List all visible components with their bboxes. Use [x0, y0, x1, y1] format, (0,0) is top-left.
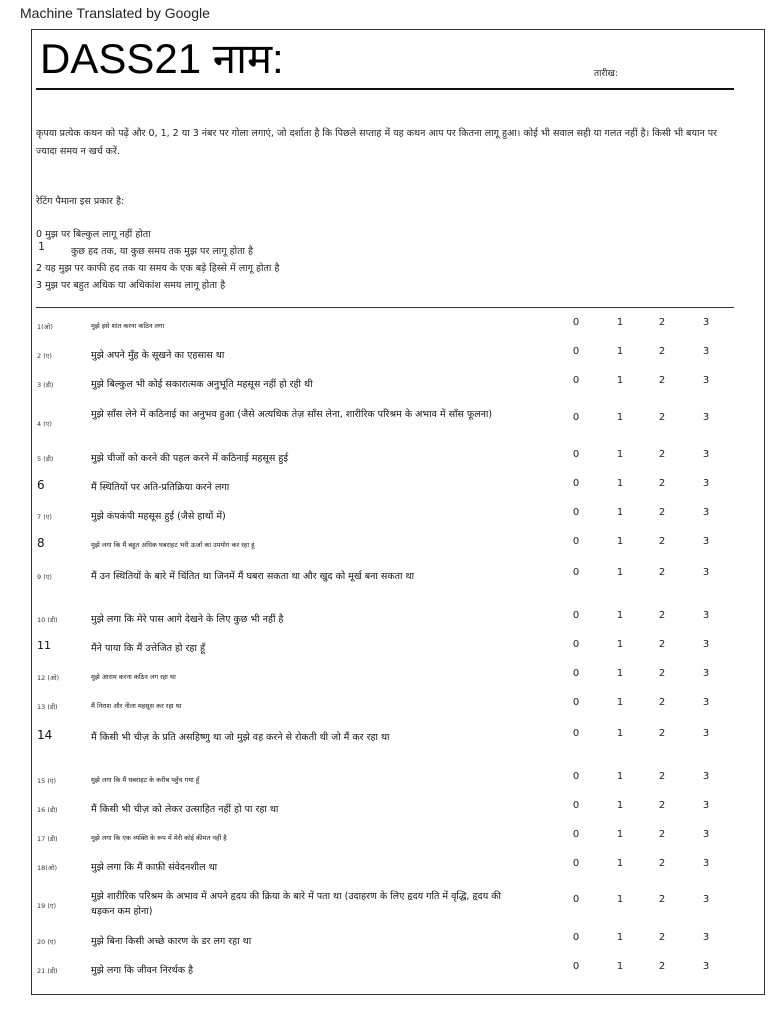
item-number: 10 (डी): [37, 616, 58, 624]
rating-option-3[interactable]: 3: [702, 412, 710, 423]
rating-option-3[interactable]: 3: [702, 800, 710, 811]
rating-option-1[interactable]: 1: [616, 478, 624, 489]
item-statement: मैं निराश और नीला महसूस कर रहा था: [91, 702, 182, 710]
rating-option-2[interactable]: 2: [658, 697, 666, 708]
items-divider: [36, 307, 734, 308]
item-number: 17 (डी): [37, 835, 58, 843]
rating-option-3[interactable]: 3: [702, 697, 710, 708]
rating-option-3[interactable]: 3: [702, 317, 710, 328]
rating-option-0[interactable]: 0: [572, 317, 580, 328]
rating-option-0[interactable]: 0: [572, 829, 580, 840]
rating-option-3[interactable]: 3: [702, 771, 710, 782]
rating-option-2[interactable]: 2: [658, 829, 666, 840]
item-statement: मुझे बिना किसी अच्छे कारण के डर लग रहा था: [91, 936, 252, 947]
item-statement: मैंने पाया कि मैं उत्तेजित हो रहा हूँ: [91, 643, 205, 654]
item-number: 1(ओ): [37, 323, 53, 331]
item-statement: मुझे लगा कि मैं बहुत अधिक घबराहट भरी ऊर्जा का उपयोग कर रहा हूं: [91, 541, 255, 549]
rating-option-3[interactable]: 3: [702, 610, 710, 621]
rating-option-1[interactable]: 1: [616, 961, 624, 972]
rating-option-1[interactable]: 1: [616, 449, 624, 460]
rating-scale-title: रेटिंग पैमाना इस प्रकार है:: [36, 196, 125, 207]
item-number: 16 (डी): [37, 806, 58, 814]
rating-option-0[interactable]: 0: [572, 412, 580, 423]
item-statement: मैं उन स्थितियों के बारे में चिंतित था जिनमें मैं घबरा सकता था और खुद को मूर्ख बना सकता था: [91, 571, 415, 582]
item-statement: मुझे लगा कि मैं काफ़ी संवेदनशील था: [91, 862, 218, 873]
rating-option-1[interactable]: 1: [616, 771, 624, 782]
item-statement: मुझे लगा कि एक व्यक्ति के रूप में मेरी कोई कीमत नहीं है: [91, 834, 227, 842]
item-number: 13 (डी): [37, 703, 58, 711]
rating-option-2[interactable]: 2: [658, 728, 666, 739]
rating-option-1[interactable]: 1: [616, 932, 624, 943]
rating-option-0[interactable]: 0: [572, 728, 580, 739]
item-statement: मैं किसी भी चीज़ को लेकर उत्साहित नहीं हो पा रहा था: [91, 804, 279, 815]
item-statement: मुझे लगा कि मैं घबराहट के करीब पहुँच गया हूँ: [91, 776, 200, 784]
item-number: 2 (ए): [37, 352, 52, 360]
item-number: 3 (डी): [37, 381, 54, 389]
rating-option-3[interactable]: 3: [702, 932, 710, 943]
item-number: 5 (डी): [37, 455, 54, 463]
rating-option-2[interactable]: 2: [658, 507, 666, 518]
item-statement: मुझे शारीरिक परिश्रम के अभाव में अपने हृदय की क्रिया के बारे में पता था (उदाहरण के लिए हृदय गति में वृद्धि, हृदय की धड़कन कम होना): [91, 891, 502, 917]
rating-option-1[interactable]: 1: [616, 507, 624, 518]
rating-option-3[interactable]: 3: [702, 728, 710, 739]
rating-option-3[interactable]: 3: [702, 536, 710, 547]
rating-option-3[interactable]: 3: [702, 639, 710, 650]
rating-option-2[interactable]: 2: [658, 536, 666, 547]
rating-option-0[interactable]: 0: [572, 478, 580, 489]
rating-option-1[interactable]: 1: [616, 800, 624, 811]
item-number: 4 (ए): [37, 420, 52, 428]
item-number: 12 (ओ): [37, 674, 60, 682]
rating-option-1[interactable]: 1: [616, 412, 624, 423]
item-statement: मुझे चीजों को करने की पहल करने में कठिनाई महसूस हुई: [91, 453, 288, 464]
rating-option-1[interactable]: 1: [616, 610, 624, 621]
scale-line-3: 3 मुझ पर बहुत अधिक या अधिकांश समय लागू होता है: [36, 280, 226, 291]
item-statement: मुझे कंपकंपी महसूस हुई (जैसे हाथों में): [91, 511, 226, 522]
rating-option-0[interactable]: 0: [572, 932, 580, 943]
scale-line-0: 0 मुझ पर बिल्कुल लागू नहीं होता: [36, 229, 151, 240]
rating-option-0[interactable]: 0: [572, 346, 580, 357]
rating-option-3[interactable]: 3: [702, 375, 710, 386]
item-number: 21 (डी): [37, 967, 58, 975]
item-number: 15 (ए): [37, 777, 57, 785]
rating-option-1[interactable]: 1: [616, 375, 624, 386]
rating-option-2[interactable]: 2: [658, 478, 666, 489]
rating-option-2[interactable]: 2: [658, 858, 666, 869]
rating-option-2[interactable]: 2: [658, 639, 666, 650]
item-number: 18(ओ): [37, 864, 57, 872]
title-divider: [36, 88, 734, 90]
item-number: 11: [37, 639, 51, 652]
rating-option-2[interactable]: 2: [658, 668, 666, 679]
rating-option-3[interactable]: 3: [702, 507, 710, 518]
rating-option-3[interactable]: 3: [702, 449, 710, 460]
rating-option-0[interactable]: 0: [572, 610, 580, 621]
rating-option-2[interactable]: 2: [658, 610, 666, 621]
scale-line-1-text: कुछ हद तक, या कुछ समय तक मुझ पर लागू होता है: [71, 246, 254, 257]
rating-option-0[interactable]: 0: [572, 800, 580, 811]
item-statement: मुझे इसे शांत करना कठिन लगा: [91, 322, 165, 330]
rating-option-0[interactable]: 0: [572, 536, 580, 547]
rating-option-0[interactable]: 0: [572, 858, 580, 869]
item-statement: मुझे साँस लेने में कठिनाई का अनुभव हुआ (जैसे अत्यधिक तेज़ साँस लेना, शारीरिक परिश्रम के अभाव में साँस फूलना): [91, 409, 493, 420]
rating-option-1[interactable]: 1: [616, 858, 624, 869]
rating-option-2[interactable]: 2: [658, 317, 666, 328]
item-number: 14: [37, 728, 53, 742]
rating-option-0[interactable]: 0: [572, 567, 580, 578]
rating-option-0[interactable]: 0: [572, 639, 580, 650]
rating-option-1[interactable]: 1: [616, 668, 624, 679]
rating-option-3[interactable]: 3: [702, 961, 710, 972]
rating-option-2[interactable]: 2: [658, 449, 666, 460]
rating-option-1[interactable]: 1: [616, 536, 624, 547]
item-number: 19 (ए): [37, 902, 57, 910]
rating-option-1[interactable]: 1: [616, 697, 624, 708]
rating-option-3[interactable]: 3: [702, 829, 710, 840]
rating-option-2[interactable]: 2: [658, 412, 666, 423]
item-number: 6: [37, 478, 45, 492]
rating-option-1[interactable]: 1: [616, 639, 624, 650]
rating-option-0[interactable]: 0: [572, 507, 580, 518]
item-statement: मैं स्थितियों पर अति-प्रतिक्रिया करने लगा: [91, 482, 230, 493]
rating-option-1[interactable]: 1: [616, 894, 624, 905]
rating-option-0[interactable]: 0: [572, 771, 580, 782]
item-statement: मुझे बिल्कुल भी कोई सकारात्मक अनुभूति महसूस नहीं हो रही थी: [91, 379, 313, 390]
rating-option-0[interactable]: 0: [572, 697, 580, 708]
rating-option-0[interactable]: 0: [572, 449, 580, 460]
rating-option-2[interactable]: 2: [658, 800, 666, 811]
rating-option-3[interactable]: 3: [702, 346, 710, 357]
rating-option-2[interactable]: 2: [658, 771, 666, 782]
rating-option-2[interactable]: 2: [658, 346, 666, 357]
item-number: 8: [37, 536, 45, 550]
rating-option-3[interactable]: 3: [702, 858, 710, 869]
rating-option-1[interactable]: 1: [616, 317, 624, 328]
rating-option-0[interactable]: 0: [572, 375, 580, 386]
item-statement: मुझे लगा कि मेरे पास आगे देखने के लिए कुछ भी नहीं है: [91, 614, 284, 625]
rating-option-3[interactable]: 3: [702, 478, 710, 489]
date-label: तारीख:: [594, 69, 618, 79]
item-number: 7 (ए): [37, 513, 52, 521]
rating-option-1[interactable]: 1: [616, 728, 624, 739]
rating-option-2[interactable]: 2: [658, 932, 666, 943]
rating-option-0[interactable]: 0: [572, 894, 580, 905]
rating-option-3[interactable]: 3: [702, 894, 710, 905]
rating-option-3[interactable]: 3: [702, 668, 710, 679]
item-statement: मैं किसी भी चीज़ के प्रति असहिष्णु था जो मुझे वह करने से रोकती थी जो मैं कर रहा था: [91, 732, 390, 743]
translation-banner: Machine Translated by Google: [20, 5, 210, 21]
rating-option-2[interactable]: 2: [658, 567, 666, 578]
rating-option-0[interactable]: 0: [572, 668, 580, 679]
item-statement: मुझे आराम करना कठिन लग रहा था: [91, 673, 176, 681]
rating-option-2[interactable]: 2: [658, 894, 666, 905]
form-title: DASS21 नाम:: [40, 35, 284, 82]
item-number: 20 (ए): [37, 938, 57, 946]
rating-option-3[interactable]: 3: [702, 567, 710, 578]
item-statement: मुझे अपने मुँह के सूखने का एहसास था: [91, 350, 225, 361]
rating-option-1[interactable]: 1: [616, 567, 624, 578]
instructions-text: कृपया प्रत्येक कथन को पढ़ें और 0, 1, 2 या 3 नंबर पर गोला लगाएं, जो दर्शाता है कि पिछले सप्ताह में यह कथन आप पर कितना लागू हुआ। कोई भी सवाल सही या गलत नहीं है। किसी भी बयान पर ज्यादा समय न खर्च करें.: [36, 128, 718, 157]
rating-option-1[interactable]: 1: [616, 829, 624, 840]
rating-option-1[interactable]: 1: [616, 346, 624, 357]
scale-line-2: 2 यह मुझ पर काफी हद तक या समय के एक बड़े हिस्से में लागू होता है: [36, 263, 280, 274]
scale-line-1-number: 1: [38, 240, 45, 253]
item-number: 9 (ए): [37, 573, 52, 581]
rating-option-2[interactable]: 2: [658, 375, 666, 386]
rating-option-2[interactable]: 2: [658, 961, 666, 972]
item-statement: मुझे लगा कि जीवन निरर्थक है: [91, 965, 194, 976]
rating-option-0[interactable]: 0: [572, 961, 580, 972]
